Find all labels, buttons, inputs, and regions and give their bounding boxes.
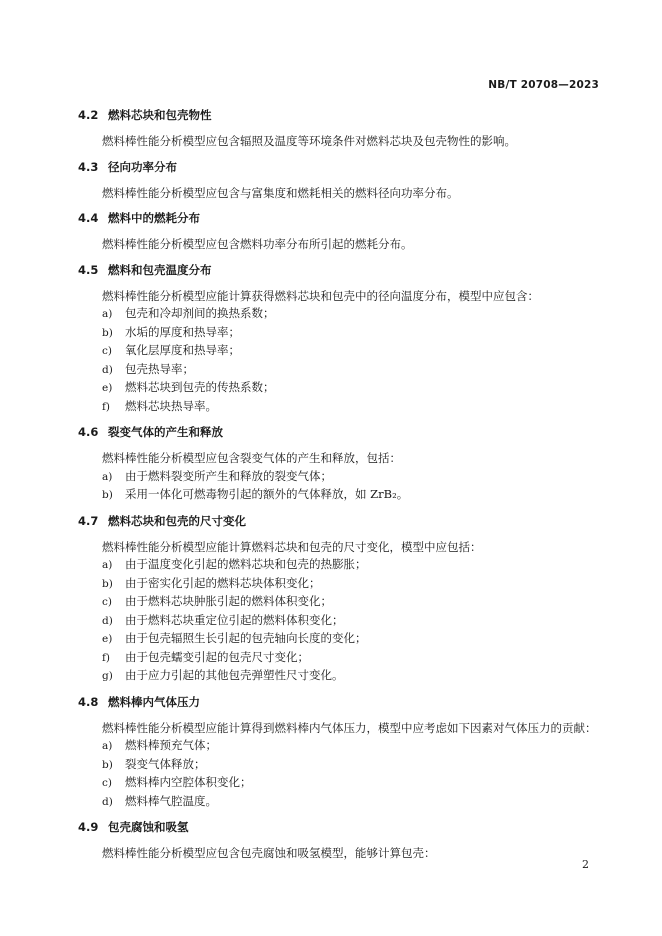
section-heading xyxy=(78,210,608,227)
section-heading xyxy=(78,424,608,441)
section-title: 包壳腐蚀和吸氢 xyxy=(108,820,189,834)
list-item-text: 由于包壳辐照生长引起的包壳轴向长度的变化； xyxy=(125,631,367,645)
section-number: 4.3 xyxy=(78,159,99,174)
list-item-label: g) xyxy=(102,670,113,682)
section-paragraph: 燃料棒性能分析模型应能计算燃料芯块和包壳的尺寸变化，模型中应包括： xyxy=(102,539,482,554)
list-item xyxy=(78,556,608,575)
list-item xyxy=(78,756,608,775)
list-item-text: 采用一体化可燃毒物引起的额外的气体释放，如 ZrB₂。 xyxy=(125,487,409,501)
list-item xyxy=(78,649,608,668)
list-item-label: c) xyxy=(102,777,112,789)
list-item-label: a) xyxy=(102,308,113,320)
list-item-text: 包壳热导率； xyxy=(125,361,194,376)
section-heading xyxy=(78,694,608,711)
section-paragraph: 燃料棒性能分析模型应能计算得到燃料棒内气体压力，模型中应考虑如下因素对气体压力的贡献： xyxy=(102,720,597,735)
list-item xyxy=(78,593,608,612)
section-number: 4.5 xyxy=(78,262,99,277)
list-item xyxy=(78,305,608,324)
list-item xyxy=(78,630,608,649)
list-item-label: c) xyxy=(102,596,112,608)
list-item-text: 氧化层厚度和热导率； xyxy=(125,343,240,357)
section-title: 燃料棒内气体压力 xyxy=(108,694,200,709)
section-title: 燃料中的燃耗分布 xyxy=(108,211,200,225)
section-number: 4.6 xyxy=(78,425,99,439)
section-heading xyxy=(78,819,608,836)
list-item-label: b) xyxy=(102,489,113,501)
section-title: 燃料芯块和包壳的尺寸变化 xyxy=(108,513,246,528)
section-paragraph: 燃料棒性能分析模型应包含与富集度和燃耗相关的燃料径向功率分布。 xyxy=(102,185,459,200)
section-heading xyxy=(78,159,608,176)
list-item xyxy=(78,398,608,417)
section-title: 径向功率分布 xyxy=(108,159,177,174)
list-item xyxy=(78,667,608,686)
section-paragraph: 燃料棒性能分析模型应包含裂变气体的产生和释放，包括： xyxy=(102,451,401,465)
list-item-text: 由于密实化引起的燃料芯块体积变化； xyxy=(125,575,321,590)
section-4-8 xyxy=(78,694,608,812)
list-item xyxy=(78,737,608,756)
list-item-label: b) xyxy=(102,577,113,590)
list-item xyxy=(78,379,608,398)
list-item-label: d) xyxy=(102,795,113,808)
list-item-text: 燃料芯块热导率。 xyxy=(125,398,217,413)
section-title: 燃料和包壳温度分布 xyxy=(108,262,212,277)
section-paragraph: 燃料棒性能分析模型应包含包壳腐蚀和吸氢模型，能够计算包壳： xyxy=(102,846,436,860)
section-heading xyxy=(78,262,608,279)
list-item-label: f) xyxy=(102,400,110,413)
list-item-text: 水垢的厚度和热导率； xyxy=(125,324,240,339)
list-item-text: 燃料芯块到包壳的传热系数； xyxy=(125,380,275,394)
list-item xyxy=(78,486,608,505)
list-item xyxy=(78,774,608,793)
list-item xyxy=(78,612,608,631)
section-title: 裂变气体的产生和释放 xyxy=(108,425,223,439)
section-4-6 xyxy=(78,424,608,505)
list-item-text: 燃料棒预充气体； xyxy=(125,738,217,752)
page-number: 2 xyxy=(582,858,589,871)
list-item-text: 由于应力引起的其他包壳弹塑性尺寸变化。 xyxy=(125,668,344,682)
list-item-text: 由于温度变化引起的燃料芯块和包壳的热膨胀； xyxy=(125,557,367,571)
list-item-text: 由于燃料裂变所产生和释放的裂变气体； xyxy=(125,468,332,483)
list-item xyxy=(78,324,608,343)
section-4-9 xyxy=(78,819,608,863)
list-item-text: 由于包壳蠕变引起的包壳尺寸变化； xyxy=(125,649,309,664)
list-item-text: 燃料棒气腔温度。 xyxy=(125,793,217,808)
section-number: 4.9 xyxy=(78,820,99,834)
section-paragraph: 燃料棒性能分析模型应包含燃料功率分布所引起的燃耗分布。 xyxy=(102,237,413,251)
list-item-label: f) xyxy=(102,651,110,664)
section-4-3 xyxy=(78,159,608,203)
section-number: 4.2 xyxy=(78,108,99,122)
section-number: 4.4 xyxy=(78,211,99,225)
list-item xyxy=(78,468,608,487)
list-item-text: 由于燃料芯块重定位引起的燃料体积变化； xyxy=(125,612,344,627)
list-item-label: c) xyxy=(102,345,112,357)
list-item-text: 裂变气体释放； xyxy=(125,756,206,771)
section-paragraph: 燃料棒性能分析模型应包含辐照及温度等环境条件对燃料芯块及包壳物性的影响。 xyxy=(102,134,516,148)
section-paragraph: 燃料棒性能分析模型应能计算获得燃料芯块和包壳中的径向温度分布，模型中应包含： xyxy=(102,288,539,303)
section-number: 4.8 xyxy=(78,694,99,709)
section-title: 燃料芯块和包壳物性 xyxy=(108,108,212,122)
list-item-text: 包壳和冷却剂间的换热系数； xyxy=(125,306,275,320)
section-4-5 xyxy=(78,262,608,417)
section-number: 4.7 xyxy=(78,513,99,528)
list-item-text: 燃料棒内空腔体积变化； xyxy=(125,775,252,789)
list-item-label: a) xyxy=(102,740,113,752)
section-heading xyxy=(78,513,608,530)
list-item-label: b) xyxy=(102,758,113,771)
list-item xyxy=(78,342,608,361)
list-item-label: d) xyxy=(102,363,113,376)
list-item-label: d) xyxy=(102,614,113,627)
list-item xyxy=(78,361,608,380)
section-4-2 xyxy=(78,107,608,151)
document-body xyxy=(78,107,608,863)
list-item-label: e) xyxy=(102,382,113,394)
section-heading xyxy=(78,107,608,124)
list-item xyxy=(78,575,608,594)
document-code: NB/T 20708—2023 xyxy=(488,79,599,91)
list-item-label: a) xyxy=(102,470,113,483)
section-4-7 xyxy=(78,513,608,686)
list-item-label: b) xyxy=(102,326,113,339)
list-item-label: a) xyxy=(102,559,113,571)
list-item xyxy=(78,793,608,812)
list-item-label: e) xyxy=(102,633,113,645)
section-4-4 xyxy=(78,210,608,254)
list-item-text: 由于燃料芯块肿胀引起的燃料体积变化； xyxy=(125,594,332,608)
